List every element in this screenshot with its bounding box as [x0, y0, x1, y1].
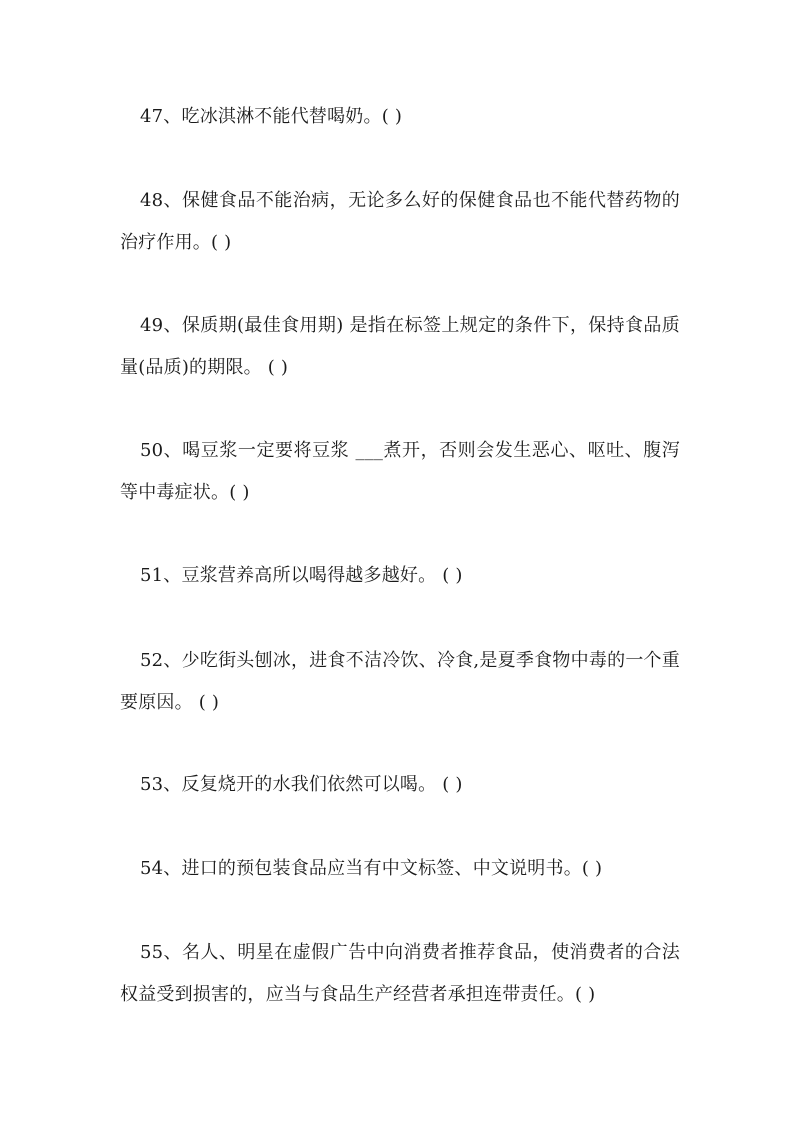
question-55: 55、名人、明星在虚假广告中向消费者推荐食品，使消费者的合法权益受到损害的，应当与食品生产经营者承担连带责任。( ): [120, 942, 680, 1005]
question-49: 49、保质期(最佳食用期) 是指在标签上规定的条件下，保持食品质量(品质)的期限。 ( ): [120, 315, 680, 378]
question-53: 53、反复烧开的水我们依然可以喝。 ( ): [140, 774, 463, 795]
question-54: 54、进口的预包装食品应当有中文标签、中文说明书。( ): [140, 858, 603, 879]
question-48: 48、保健食品不能治病，无论多么好的保健食品也不能代替药物的治疗作用。( ): [120, 190, 680, 253]
question-52: 52、少吃街头刨冰，进食不洁冷饮、冷食,是夏季食物中毒的一个重要原因。 ( ): [120, 650, 680, 713]
question-51: 51、豆浆营养高所以喝得越多越好。 ( ): [140, 565, 463, 586]
question-50: 50、喝豆浆一定要将豆浆 ___煮开，否则会发生恶心、呕吐、腹泻等中毒症状。( ): [120, 440, 680, 503]
question-47: 47、吃冰淇淋不能代替喝奶。( ): [140, 106, 403, 127]
